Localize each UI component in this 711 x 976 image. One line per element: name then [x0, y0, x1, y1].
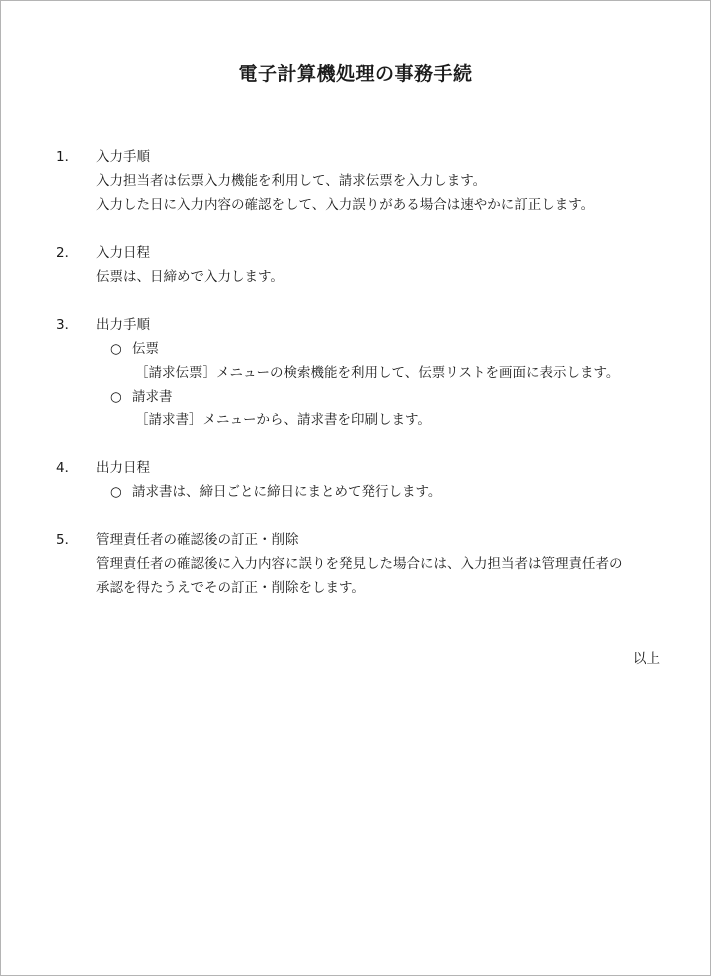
section-text-line: 管理責任者の確認後に入力内容に誤りを発見した場合には、入力担当者は管理責任者の	[96, 556, 623, 572]
section-number: 2．	[56, 245, 79, 261]
closing-mark: 以上	[633, 651, 660, 667]
list-item-label: 伝票	[132, 341, 159, 357]
section-number: 3．	[56, 317, 79, 333]
section-heading: 入力日程	[96, 245, 150, 261]
section-heading: 管理責任者の確認後の訂正・削除	[96, 532, 299, 548]
section-heading: 入力手順	[96, 149, 150, 165]
list-item-detail: ［請求書］メニューから、請求書を印刷します。	[135, 412, 431, 428]
section-text-line: 入力担当者は伝票入力機能を利用して、請求伝票を入力します。	[96, 173, 487, 189]
list-item-label: 請求書は、締日ごとに締日にまとめて発行します。	[132, 484, 442, 500]
section-text-line: 入力した日に入力内容の確認をして、入力誤りがある場合は速やかに訂正します。	[96, 197, 595, 213]
section-heading: 出力日程	[96, 460, 150, 476]
section-number: 1．	[56, 149, 79, 165]
document-title: 電子計算機処理の事務手続	[238, 63, 473, 85]
section-heading: 出力手順	[96, 317, 150, 333]
section-text-line: 承認を得たうえでその訂正・削除をします。	[96, 580, 365, 596]
circle-bullet-icon: ○	[110, 341, 122, 357]
section-number: 4．	[56, 460, 79, 476]
circle-bullet-icon: ○	[110, 484, 122, 500]
circle-bullet-icon: ○	[110, 389, 122, 405]
section-number: 5．	[56, 532, 79, 548]
list-item-label: 請求書	[132, 389, 173, 405]
section-text-line: 伝票は、日締めで入力します。	[96, 269, 284, 285]
list-item-detail: ［請求伝票］メニューの検索機能を利用して、伝票リストを画面に表示します。	[135, 365, 620, 381]
